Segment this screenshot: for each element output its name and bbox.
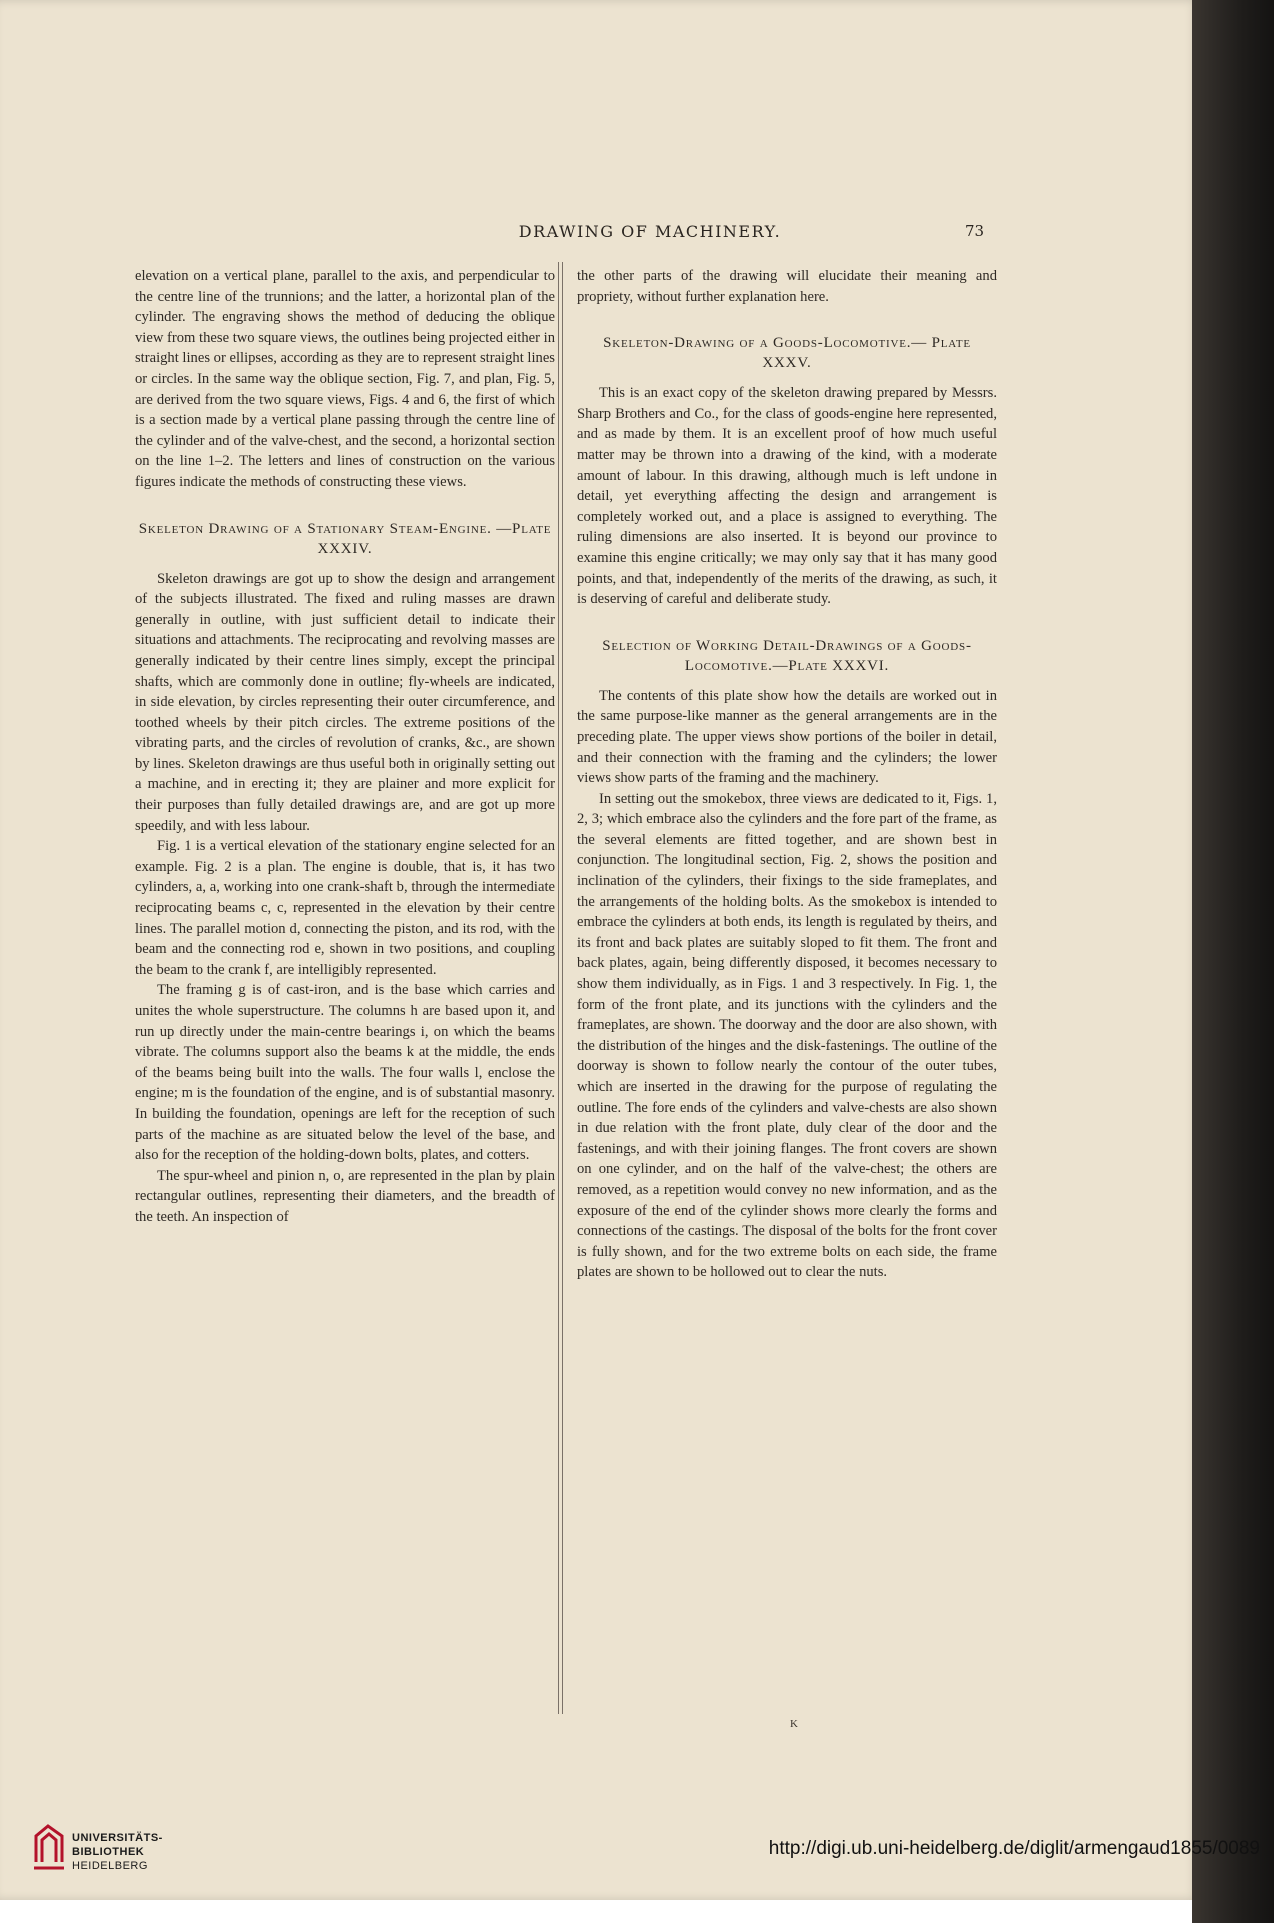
page-edge-shadow [1192, 0, 1274, 1923]
column-divider [558, 262, 559, 1714]
library-name-line-3: HEIDELBERG [72, 1860, 148, 1872]
paragraph: Fig. 1 is a vertical elevation of the stationary engine selected for an example. Fig. 2 is a plan. The engine is double, that is, it has two cylinders, a, a, working into one crank-shaft b, through the intermediate reciprocating beams c, c, represented in the elevation by their centre lines. The parallel motion d, connecting the piston, and its rod, with the beam and the connecting rod e, shown in two positions, and coupling the beam to the crank f, are intelligibly represented. [135, 838, 555, 978]
paragraph: The contents of this plate show how the details are worked out in the same purpose-like manner as the general arrangements are in the preceding plate. The upper views show portions of the boiler in detail, and their connection with the framing and the cylinders; the lower views show parts of the framing and the machinery. [577, 687, 997, 787]
library-logo[interactable] [32, 1822, 202, 1902]
library-name-line-2: BIBLIOTHEK [72, 1846, 145, 1858]
section-heading: Skeleton Drawing of a Stationary Steam-Engine. —Plate XXXIV. [138, 520, 552, 557]
paragraph: The spur-wheel and pinion n, o, are represented in the plan by plain rectangular outlines, representing their diameters, and the breadth of the teeth. An inspection of [135, 1167, 555, 1225]
page-number: 73 [965, 222, 985, 240]
left-column [135, 266, 555, 1228]
paragraph: In setting out the smokebox, three views are dedicated to it, Figs. 1, 2, 3; which embrace also the cylinders and the fore part of the frame, as the several elements are fitted together, and are shown best in conjunction. The longitudinal section, Fig. 2, shows the position and inclination of the cylinders, their fixings to the side frameplates, and the arrangements of the holding bolts. As the smokebox is intended to embrace the cylinders at both ends, its length is regulated by theirs, and its front and back plates are suitably sloped to fit them. The front and back plates, again, being differently disposed, it becomes necessary to show them individually, as in Figs. 1 and 3 respectively. In Fig. 1, the form of the front plate, and its junctions with the cylinders and the frameplates, are shown. The doorway and the door are also shown, with the distribution of the hinges and the disk-fastenings. The outline of the doorway is shown to follow nearly the contour of the outer tubes, which are inserted in the drawing for the purpose of regulating the outline. The fore ends of the cylinders and valve-chests are also shown in due relation with the front plate, duly clear of the door and the fastenings, and with their joining flanges. The front covers are shown on one cylinder, and on the half of the valve-chest; the others are removed, as a repetition would convey no new information, and as the exposure of the end of the cylinder shows more clearly the forms and connections of the castings. The disposal of the bolts for the front cover is fully shown, and for the two extreme bolts on each side, the frame plates are shown to be hollowed out to clear the nuts. [577, 790, 997, 1281]
library-name-line-1: UNIVERSITÄTS- [72, 1832, 163, 1844]
paragraph: elevation on a vertical plane, parallel to the axis, and perpendicular to the centre line of the trunnions; and the latter, a horizontal plan of the cylinder. The engraving shows the method of deducing the oblique view from these two square views, the outlines being projected either in straight lines or ellipses, according as they are to represent straight lines or circles. In the same way the oblique section, Fig. 7, and plan, Fig. 5, are derived from the two square views, Figs. 4 and 6, the first of which is a section made by a vertical plane passing through the centre line of the cylinder and of the valve-chest, and the second, a horizontal section on the line 1–2. The letters and lines of construction on the various figures indicate the methods of constructing these views. [135, 268, 555, 490]
paragraph: Skeleton drawings are got up to show the design and arrangement of the subjects illustrated. The fixed and ruling masses are drawn generally in outline, with just sufficient detail to indicate their situations and attachments. The reciprocating and revolving masses are generally indicated by their centre lines simply, except the principal shafts, which are commonly done in outline; fly-wheels are indicated, in side elevation, by circles representing their outer circumference, and toothed wheels by their pitch circles. The extreme positions of the vibrating parts, and the circles of revolution of cranks, &c., are shown by lines. Skeleton drawings are thus useful both in originally setting out a machine, and in erecting it; they are plainer and more explicit for their purposes than fully detailed drawings are, and are got up more speedily, and with less labour. [135, 570, 555, 834]
signature-mark: K [790, 1718, 798, 1730]
paragraph: the other parts of the drawing will elucidate their meaning and propriety, without further explanation here. [577, 268, 997, 305]
paragraph: This is an exact copy of the skeleton drawing prepared by Messrs. Sharp Brothers and Co., for the class of goods-engine here represented, and as made by them. It is an excellent proof of how much useful matter may be thrown into a drawing of the kind, with a moderate amount of labour. In this drawing, although much is left undone in detail, yet everything affecting the design and arrangement is completely worked out, and a place is assigned to everything. The ruling dimensions are also inserted. It is beyond our province to examine this engine critically; we may only say that it has many good points, and that, independently of the merits of the drawing, as such, it is deserving of careful and deliberate study. [577, 385, 997, 608]
source-url-link[interactable]: http://digi.ub.uni-heidelberg.de/diglit/armengaud1855/0089 [768, 1838, 1260, 1859]
section-heading: Selection of Working Detail-Drawings of a Goods-Locomotive.—Plate XXXVI. [602, 637, 972, 674]
library-logo-icon [32, 1822, 66, 1878]
paragraph: The framing g is of cast-iron, and is the base which carries and unites the whole superstructure. The columns h are based upon it, and run up directly under the main-centre bearings i, on which the beams vibrate. The columns support also the beams k at the middle, the ends of the beams being built into the walls. The four walls l, enclose the engine; m is the foundation of the engine, and is of substantial masonry. In building the foundation, openings are left for the reception of such parts of the machine as are situated below the level of the base, and also for the reception of the holding-down bolts, plates, and cotters. [135, 982, 555, 1164]
right-column [577, 266, 997, 1283]
section-heading: Skeleton-Drawing of a Goods-Locomotive.— Plate XXXV. [603, 335, 971, 372]
running-head: DRAWING OF MACHINERY. [518, 222, 782, 241]
